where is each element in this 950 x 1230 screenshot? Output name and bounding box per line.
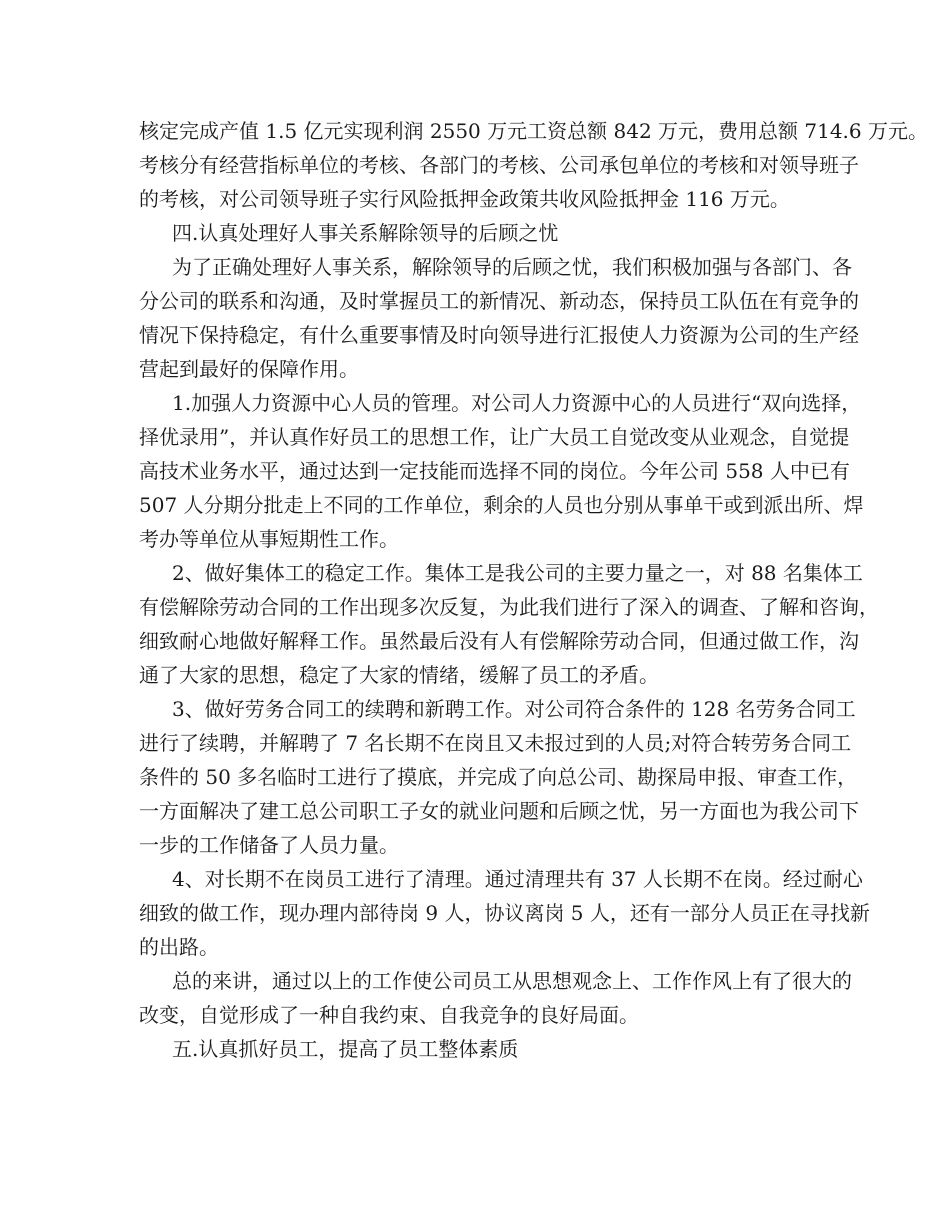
text-line: 一步的工作储备了人员力量。: [139, 833, 399, 857]
text-line: 细致耐心地做好解释工作。虽然最后没有人有偿解除劳动合同，但通过做工作，沟: [139, 629, 859, 653]
text-line: 四.认真处理好人事关系解除领导的后顾之忧: [172, 221, 559, 245]
text-line: 2、做好集体工的稳定工作。集体工是我公司的主要力量之一，对 88 名集体工: [172, 561, 863, 585]
text-line: 高技术业务水平，通过达到一定技能而选择不同的岗位。今年公司 558 人中已有: [139, 459, 850, 483]
text-line: 通了大家的思想，稳定了大家的情绪，缓解了员工的矛盾。: [139, 663, 659, 687]
text-line: 的考核，对公司领导班子实行风险抵押金政策共收风险抵押金 116 万元。: [139, 187, 790, 211]
text-line: 3、做好劳务合同工的续聘和新聘工作。对公司符合条件的 128 名劳务合同工: [172, 697, 856, 721]
text-line: 分公司的联系和沟通，及时掌握员工的新情况、新动态，保持员工队伍在有竞争的: [139, 289, 859, 313]
text-line: 五.认真抓好员工，提高了员工整体素质: [172, 1037, 519, 1061]
text-line: 改变，自觉形成了一种自我约束、自我竞争的良好局面。: [139, 1003, 639, 1027]
text-line: 1.加强人力资源中心人员的管理。对公司人力资源中心的人员进行“双向选择，: [172, 391, 862, 415]
text-line: 情况下保持稳定，有什么重要事情及时向领导进行汇报使人力资源为公司的生产经: [139, 323, 859, 347]
text-line: 4、对长期不在岗员工进行了清理。通过清理共有 37 人长期不在岗。经过耐心: [172, 867, 863, 891]
text-line: 为了正确处理好人事关系，解除领导的后顾之忧，我们积极加强与各部门、各: [172, 255, 852, 279]
text-line: 营起到最好的保障作用。: [139, 357, 359, 381]
text-line: 考办等单位从事短期性工作。: [139, 527, 399, 551]
text-line: 择优录用”，并认真作好员工的思想工作，让广大员工自觉改变从业观念，自觉提: [139, 425, 850, 449]
text-line: 的出路。: [139, 935, 219, 959]
text-line: 507 人分期分批走上不同的工作单位，剩余的人员也分别从事单干或到派出所、焊: [139, 493, 864, 517]
text-line: 一方面解决了建工总公司职工子女的就业问题和后顾之忧，另一方面也为我公司下: [139, 799, 859, 823]
document-body: [139, 114, 928, 1066]
text-line: 细致的做工作，现办理内部待岗 9 人，协议离岗 5 人，还有一部分人员正在寻找新: [139, 901, 870, 925]
text-line: 进行了续聘，并解聘了 7 名长期不在岗且又未报过到的人员;对符合转劳务合同工: [139, 731, 852, 755]
text-line: 有偿解除劳动合同的工作出现多次反复，为此我们进行了深入的调查、了解和咨询，: [139, 595, 879, 619]
text-line: 总的来讲，通过以上的工作使公司员工从思想观念上、工作作风上有了很大的: [172, 969, 852, 993]
text-line: 核定完成产值 1.5 亿元实现利润 2550 万元工资总额 842 万元，费用总额 714.6 万元。: [139, 119, 928, 143]
text-line: 考核分有经营指标单位的考核、各部门的考核、公司承包单位的考核和对领导班子: [139, 153, 859, 177]
text-line: 条件的 50 多名临时工进行了摸底，并完成了向总公司、勘探局申报、审查工作，: [139, 765, 858, 789]
